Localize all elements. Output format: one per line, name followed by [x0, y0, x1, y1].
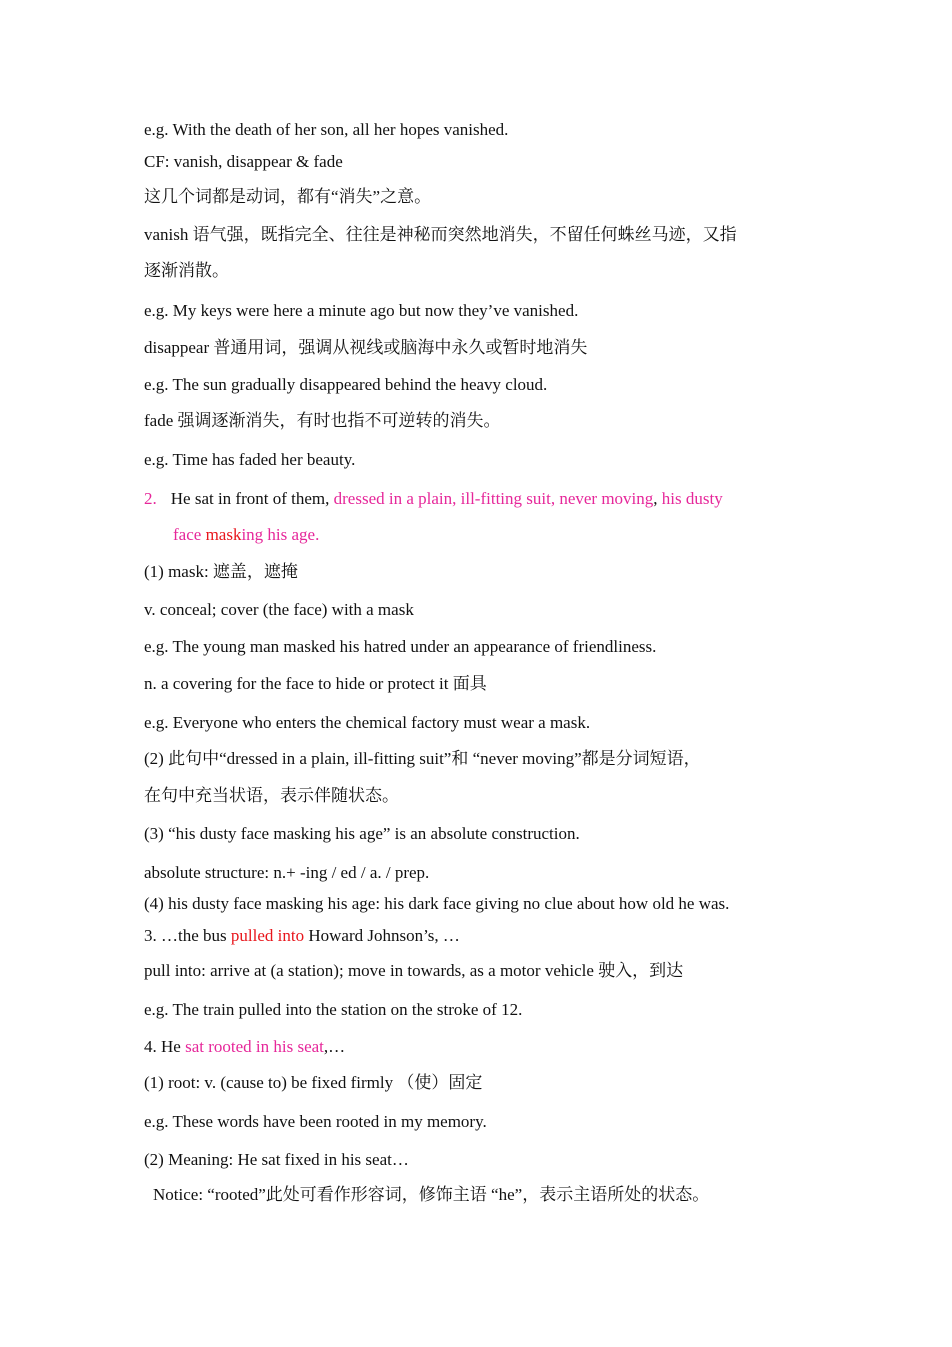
paraphrase: (4) his dusty face masking his age: his dark face giving no clue about how old he was.	[144, 894, 730, 913]
item-number: 2.	[144, 489, 157, 508]
meaning-line: (2) Meaning: He sat fixed in his seat…	[144, 1150, 409, 1169]
sentence-part: 3. …the bus	[144, 926, 231, 945]
participle-note-cont: 在句中充当状语，表示伴随状态。	[144, 786, 399, 805]
absolute-structure: absolute structure: n.+ -ing / ed / a. / prep.	[144, 863, 430, 882]
absolute-construction: (3) “his dusty face masking his age” is an absolute construction.	[144, 824, 580, 843]
sentence-part: ,…	[323, 1037, 346, 1056]
highlight-absolute: ing his age.	[241, 525, 320, 544]
item-3-sentence	[144, 925, 460, 947]
highlight-rooted: sat rooted in his seat	[185, 1037, 324, 1056]
item-2-sentence-cont	[173, 524, 319, 546]
example-sun: e.g. The sun gradually disappeared behind the heavy cloud.	[144, 375, 548, 394]
root-def: (1) root: v. (cause to) be fixed firmly （使）固定	[144, 1073, 483, 1092]
mask-verb-def: v. conceal; cover (the face) with a mask	[144, 600, 414, 619]
fade-explanation: fade 强调逐渐消失，有时也指不可逆转的消失。	[144, 411, 501, 430]
highlight-participle: dressed in a plain, ill-fitting suit, never moving	[333, 489, 654, 508]
highlight-absolute: face	[173, 525, 206, 544]
participle-note: (2) 此句中“dressed in a plain, ill-fitting suit”和 “never moving”都是分词短语，	[144, 749, 701, 768]
disappear-explanation: disappear 普通用词，强调从视线或脑海中永久或暂时地消失	[144, 338, 588, 357]
highlight-pulled-into: pulled into	[230, 926, 305, 945]
mask-heading: (1) mask: 遮盖，遮掩	[144, 562, 298, 581]
sentence-part: ,	[653, 489, 662, 508]
sentence-part: Howard Johnson’s, …	[304, 926, 460, 945]
item-4-sentence	[144, 1036, 345, 1058]
vanish-explanation: vanish 语气强，既指完全、往往是神秘而突然地消失，不留任何蛛丝马迹，又指	[144, 225, 737, 244]
vanish-explanation-cont: 逐渐消散。	[144, 261, 229, 280]
sentence-part: He sat in front of them,	[170, 489, 334, 508]
cn-note-verbs: 这几个词都是动词，都有“消失”之意。	[144, 187, 432, 206]
example-factory: e.g. Everyone who enters the chemical factory must wear a mask.	[144, 713, 591, 732]
mask-noun-def: n. a covering for the face to hide or protect it 面具	[144, 674, 487, 693]
example-time: e.g. Time has faded her beauty.	[144, 450, 356, 469]
example-masked: e.g. The young man masked his hatred under an appearance of friendliness.	[144, 637, 657, 656]
highlight-mask: mask	[205, 525, 242, 544]
sentence-part: 4. He	[144, 1037, 186, 1056]
cf-heading: CF: vanish, disappear & fade	[144, 152, 343, 171]
item-2-sentence	[144, 488, 723, 510]
example-words: e.g. These words have been rooted in my memory.	[144, 1112, 487, 1131]
highlight-absolute: his dusty	[661, 489, 723, 508]
example-train: e.g. The train pulled into the station on the stroke of 12.	[144, 1000, 523, 1019]
notice-line: Notice: “rooted”此处可看作形容词，修饰主语 “he”，表示主语所处的状态。	[153, 1185, 710, 1204]
pull-into-def: pull into: arrive at (a station); move in towards, as a motor vehicle 驶入，到达	[144, 961, 684, 980]
example-keys: e.g. My keys were here a minute ago but now they’ve vanished.	[144, 301, 579, 320]
example-vanished: e.g. With the death of her son, all her hopes vanished.	[144, 120, 509, 139]
